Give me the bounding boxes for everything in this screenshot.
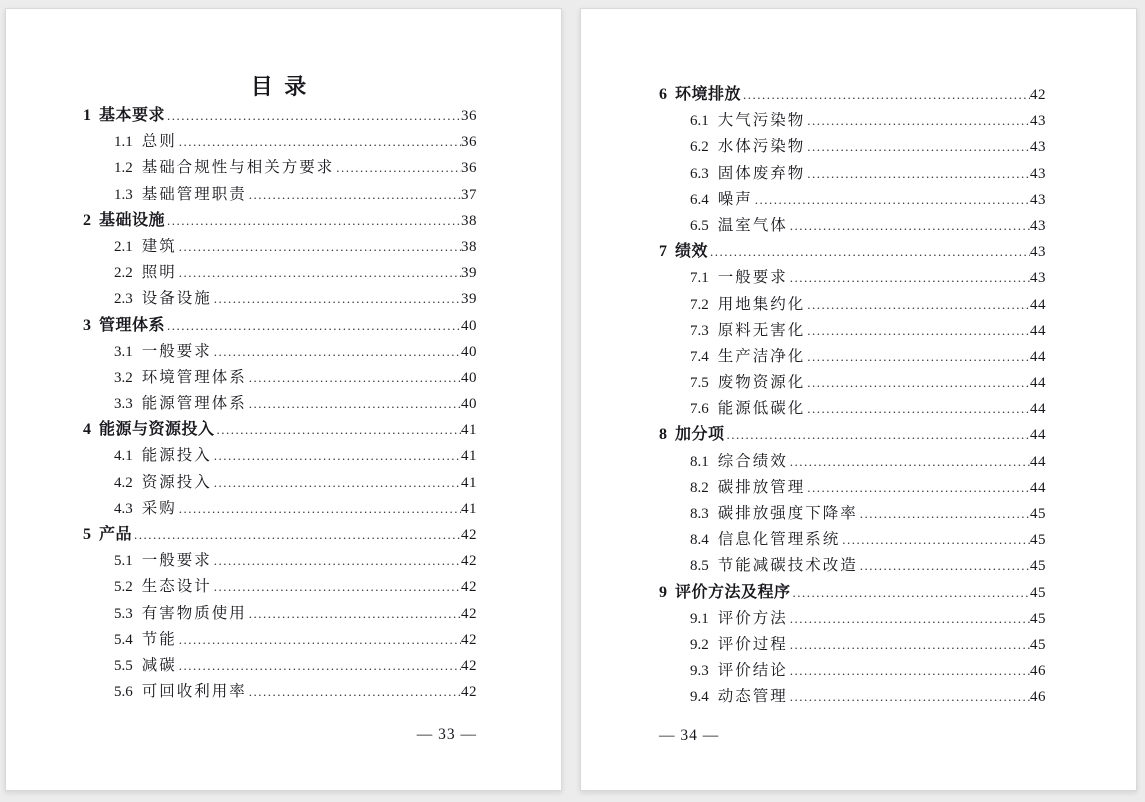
entry-text: 环境排放 [675,86,742,103]
dot-leader [807,370,1030,396]
entry-text: 能源投入 [141,447,212,465]
entry-page-number: 42 [461,631,477,648]
entry-page-number: 40 [461,369,477,386]
entry-text: 碳排放管理 [717,478,806,496]
entry-number: 4 [83,421,91,439]
entry-text: 能源管理体系 [141,395,247,413]
entry-text: 评价方法 [717,609,788,627]
entry-number: 5 [83,526,91,543]
entry-number: 7.5 [690,375,709,392]
toc-entry [83,417,477,443]
toc-entry [659,580,1046,606]
toc-entry [659,396,1046,422]
dot-leader [807,161,1030,187]
toc-entry [659,501,1046,527]
entry-number: 8.5 [690,558,709,575]
toc-entry [83,601,477,627]
entry-number: 2.3 [114,291,133,308]
dot-leader [807,318,1030,344]
dot-leader [790,632,1030,658]
toc-entry [83,627,477,653]
entry-page-number: 43 [1030,139,1046,156]
entry-number: 1 [83,107,91,124]
entry-text: 噪声 [717,190,753,208]
dot-leader [249,391,461,417]
entry-page-number: 42 [461,579,477,596]
entry-page-number: 38 [461,212,477,229]
entry-number: 4.1 [114,448,133,465]
toc-entry [83,653,477,679]
dot-leader [336,155,461,181]
toc-entry [659,344,1046,370]
entry-number: 5.5 [114,657,133,674]
entry-page-number: 36 [461,134,477,151]
entry-page-number: 43 [1030,244,1046,261]
entry-text: 采购 [141,499,177,517]
dot-leader [727,422,1030,448]
entry-number: 7 [659,243,667,261]
entry-page-number: 39 [461,265,477,282]
dot-leader [860,553,1030,579]
dot-leader [807,108,1030,134]
entry-page-number: 44 [1030,401,1046,418]
entry-number: 1.3 [114,186,133,203]
entry-number: 8.1 [690,453,709,470]
dot-leader [842,527,1030,553]
document-page-left [5,8,562,791]
entry-page-number: 43 [1030,270,1046,287]
entry-page-number: 42 [461,553,477,570]
toc-entry [659,527,1046,553]
page-footer-number: — 34 — [659,726,720,744]
entry-text: 总则 [141,133,177,151]
dot-leader [790,684,1030,710]
entry-page-number: 45 [1030,636,1046,653]
toc-entry [659,606,1046,632]
toc-entry [659,632,1046,658]
dot-leader [179,234,461,260]
toc-entry [83,679,477,705]
toc-entry [659,239,1046,265]
entry-page-number: 40 [461,317,477,334]
entry-text: 一般要求 [141,552,212,570]
toc-entry [83,182,477,208]
entry-page-number: 43 [1030,191,1046,208]
dot-leader [214,470,461,496]
toc-entry [659,161,1046,187]
dot-leader [179,496,461,522]
entry-page-number: 41 [461,500,477,517]
entry-text: 评价过程 [717,635,788,653]
dot-leader [249,601,461,627]
toc-entry [659,684,1046,710]
entry-number: 6 [659,86,667,103]
toc-entry [83,470,477,496]
entry-page-number: 39 [461,291,477,308]
entry-text: 可回收利用率 [141,683,247,701]
entry-page-number: 44 [1030,322,1046,339]
entry-text: 加分项 [675,426,725,444]
entry-number: 7.4 [690,348,709,365]
entry-text: 产品 [99,526,133,543]
entry-number: 8.3 [690,506,709,522]
toc-entry [83,234,477,260]
entry-page-number: 45 [1030,532,1046,549]
entry-page-number: 41 [461,474,477,491]
entry-page-number: 44 [1030,427,1046,444]
dot-leader [214,339,461,365]
entry-number: 5.6 [114,684,133,701]
entry-page-number: 45 [1030,558,1046,575]
entry-number: 3.1 [114,343,133,360]
dot-leader [167,208,461,234]
page-footer-number: — 33 — [416,726,477,744]
dot-leader [807,292,1030,318]
entry-page-number: 37 [461,186,477,203]
toc-entry [83,208,477,234]
entry-number: 9.4 [690,689,709,706]
entry-page-number: 44 [1030,375,1046,392]
entry-page-number: 42 [461,527,477,543]
entry-text: 评价方法及程序 [675,583,791,601]
entry-number: 4.3 [114,500,133,517]
entry-text: 碳排放强度下降率 [717,505,858,522]
entry-number: 6.4 [690,191,709,208]
toc-title: 目 录 [250,74,310,99]
entry-number: 1.1 [114,134,133,151]
dot-leader [790,213,1030,239]
entry-text: 综合绩效 [717,452,788,470]
entry-number: 3.3 [114,396,133,413]
entry-page-number: 44 [1030,453,1046,470]
entry-page-number: 46 [1030,689,1046,706]
entry-number: 7.2 [690,296,709,313]
dot-leader [179,260,461,286]
toc-entry [659,658,1046,684]
dot-leader [860,501,1030,527]
toc-entry [83,574,477,600]
entry-page-number: 40 [461,343,477,360]
toc-entry [83,155,477,181]
entry-text: 节能减碳技术改造 [717,557,858,575]
toc-entry [659,318,1046,344]
toc-content-right [581,9,1136,790]
toc-entry [659,82,1046,108]
toc-entry [659,422,1046,448]
dot-leader [217,417,461,443]
entry-page-number: 41 [461,422,477,439]
entry-number: 5.3 [114,605,133,622]
dot-leader [249,679,461,705]
entry-page-number: 42 [461,657,477,674]
dot-leader [167,103,461,129]
dot-leader [790,265,1030,291]
entry-page-number: 43 [1030,217,1046,234]
entry-text: 动态管理 [717,688,788,706]
dot-leader [214,443,461,469]
toc-entry [83,522,477,548]
entry-text: 环境管理体系 [141,368,247,386]
entry-number: 9.2 [690,636,709,653]
entry-text: 废物资源化 [717,374,806,392]
entry-page-number: 44 [1030,296,1046,313]
document-page-right [580,8,1137,791]
entry-text: 基本要求 [99,107,166,124]
toc-entry [83,313,477,339]
dot-leader [214,548,461,574]
entry-text: 评价结论 [717,662,788,680]
entry-text: 原料无害化 [717,321,806,339]
dot-leader [807,396,1030,422]
entry-text: 生产洁净化 [717,347,806,365]
entry-text: 信息化管理系统 [717,531,841,549]
dot-leader [214,574,461,600]
entry-number: 6.5 [690,217,709,234]
toc-entry [83,260,477,286]
toc-entry [659,475,1046,501]
entry-page-number: 36 [461,160,477,177]
entry-number: 6.2 [690,139,709,156]
entry-text: 减碳 [141,656,177,674]
dot-leader [807,344,1030,370]
entry-number: 8.4 [690,532,709,549]
dot-leader [793,580,1030,606]
toc-entry [83,391,477,417]
entry-number: 1.2 [114,160,133,177]
entry-page-number: 42 [1030,87,1046,103]
dot-leader [167,313,461,339]
entry-page-number: 45 [1030,610,1046,627]
entry-number: 2 [83,211,91,229]
entry-number: 6.3 [690,165,709,182]
entry-number: 8.2 [690,479,709,496]
entry-number: 9.1 [690,610,709,627]
entry-text: 用地集约化 [717,295,806,313]
entry-text: 节能 [141,630,177,648]
entry-number: 2.2 [114,265,133,282]
toc-entry [83,103,477,129]
dot-leader [710,239,1030,265]
entry-page-number: 44 [1030,348,1046,365]
entry-number: 8 [659,426,667,444]
toc-entry [659,370,1046,396]
toc-entry [83,129,477,155]
dot-leader [214,286,461,312]
dot-leader [807,134,1030,160]
dot-leader [790,449,1030,475]
entry-page-number: 41 [461,448,477,465]
toc-entry [659,292,1046,318]
entry-text: 有害物质使用 [141,604,247,622]
entry-text: 建筑 [141,237,177,255]
entry-number: 5.1 [114,553,133,570]
entry-page-number: 43 [1030,165,1046,182]
toc-entry [659,213,1046,239]
entry-text: 固体废弃物 [717,164,806,182]
toc-entry [83,548,477,574]
entry-number: 9.3 [690,663,709,680]
entry-page-number: 40 [461,396,477,413]
entry-page-number: 42 [461,605,477,622]
entry-text: 一般要求 [141,342,212,360]
entry-text: 资源投入 [141,473,212,491]
entry-number: 7.3 [690,322,709,339]
entry-number: 7.1 [690,270,709,287]
entry-number: 7.6 [690,401,709,418]
entry-text: 水体污染物 [717,138,806,156]
entry-text: 温室气体 [717,216,788,234]
toc-entry [659,187,1046,213]
entry-text: 生态设计 [141,578,212,596]
toc-entry [659,449,1046,475]
entry-number: 5.2 [114,579,133,596]
dot-leader [743,82,1030,108]
entry-text: 管理体系 [99,316,166,334]
entry-text: 照明 [141,264,177,282]
toc-entry [659,134,1046,160]
entry-text: 一般要求 [717,269,788,287]
entry-text: 设备设施 [141,290,212,308]
toc-content-left [6,9,561,790]
entry-number: 2.1 [114,238,133,255]
entry-page-number: 36 [461,108,477,124]
toc-entry [83,339,477,365]
entry-text: 能源低碳化 [717,400,806,418]
dot-leader [755,187,1030,213]
dot-leader [179,129,461,155]
entry-number: 3 [83,316,91,334]
toc-entry [83,365,477,391]
toc-entry [659,553,1046,579]
dot-leader [179,653,461,679]
entry-page-number: 38 [461,238,477,255]
toc-entry [83,496,477,522]
dot-leader [134,522,461,548]
entry-page-number: 42 [461,684,477,701]
dot-leader [807,475,1030,501]
entry-text: 基础设施 [99,211,166,229]
entry-number: 5.4 [114,631,133,648]
toc-entry [83,286,477,312]
entry-number: 3.2 [114,369,133,386]
entry-text: 能源与资源投入 [99,421,215,439]
dot-leader [249,182,461,208]
entry-text: 大气污染物 [717,112,806,130]
entry-page-number: 45 [1030,584,1046,601]
dot-leader [249,365,461,391]
entry-number: 9 [659,583,667,601]
toc-entry [659,265,1046,291]
toc-entry [659,108,1046,134]
entry-page-number: 46 [1030,663,1046,680]
dot-leader [790,606,1030,632]
entry-number: 4.2 [114,474,133,491]
entry-number: 6.1 [690,113,709,130]
entry-page-number: 44 [1030,479,1046,496]
dot-leader [790,658,1030,684]
dot-leader [179,627,461,653]
entry-text: 绩效 [675,243,709,261]
entry-page-number: 45 [1030,506,1046,522]
entry-text: 基础合规性与相关方要求 [141,159,335,177]
entry-page-number: 43 [1030,113,1046,130]
toc-entry [83,443,477,469]
entry-text: 基础管理职责 [141,185,247,203]
